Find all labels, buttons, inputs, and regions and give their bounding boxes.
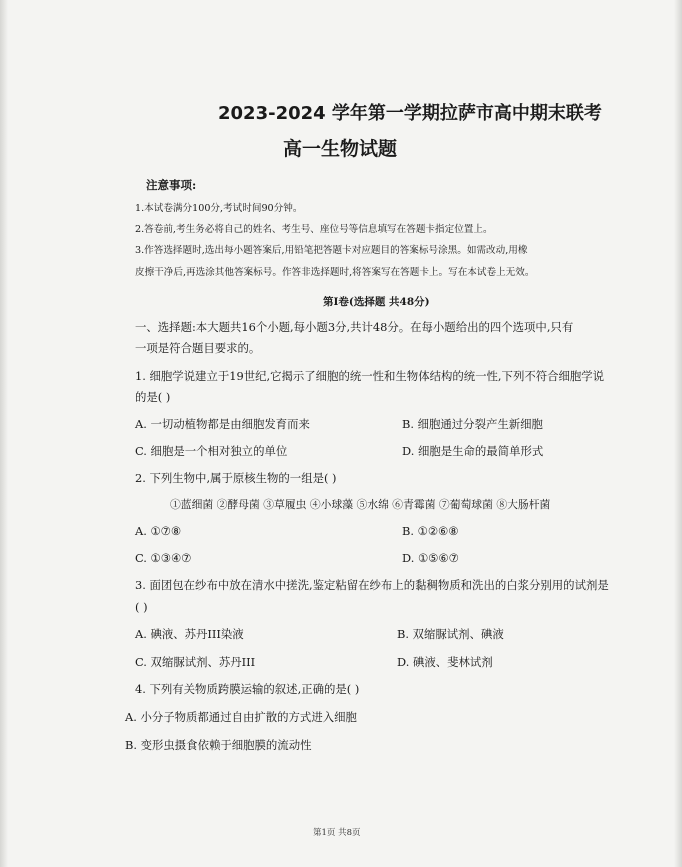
section-intro-line-1: 一、选择题:本大题共16个小题,每小题3分,共计48分。在每小题给出的四个选项中,只有 xyxy=(135,320,574,334)
scan-edge-right xyxy=(674,0,682,867)
q1-option-c: C. 细胞是一个相对独立的单位 xyxy=(135,444,288,458)
exam-subtitle: 高一生物试题 xyxy=(283,138,398,160)
note-item-1: 1.本试卷满分100分,考试时间90分钟。 xyxy=(135,203,303,214)
q3-option-b: B. 双缩脲试剂、碘液 xyxy=(397,627,504,641)
q2-option-d: D. ①⑤⑥⑦ xyxy=(402,551,459,565)
section-intro-line-2: 一项是符合题目要求的。 xyxy=(135,341,261,355)
q3-option-a: A. 碘液、苏丹III染液 xyxy=(135,627,244,641)
q2-option-a: A. ①⑦⑧ xyxy=(135,524,182,538)
q1-option-a: A. 一切动植物都是由细胞发育而来 xyxy=(135,417,310,431)
q2-stem: 2. 下列生物中,属于原核生物的一组是( ) xyxy=(135,471,337,485)
q4-option-a: A. 小分子物质都通过自由扩散的方式进入细胞 xyxy=(125,710,357,724)
q4-stem: 4. 下列有关物质跨膜运输的叙述,正确的是( ) xyxy=(135,682,360,696)
scan-edge-left xyxy=(0,0,8,867)
note-item-4: 皮擦干净后,再选涂其他答案标号。作答非选择题时,将答案写在答题卡上。写在本试卷上无效。 xyxy=(135,267,535,278)
note-item-2: 2.答卷前,考生务必将自己的姓名、考生号、座位号等信息填写在答题卡指定位置上。 xyxy=(135,224,493,235)
note-item-3: 3.作答选择题时,选出每小题答案后,用铅笔把答题卡对应题目的答案标号涂黑。如需改动,用橡 xyxy=(135,245,528,256)
q1-option-d: D. 细胞是生命的最简单形式 xyxy=(402,444,544,458)
page-footer: 第1页 共8页 xyxy=(313,828,361,838)
q2-option-b: B. ①②⑥⑧ xyxy=(402,524,459,538)
exam-title: 2023-2024 学年第一学期拉萨市高中期末联考 xyxy=(218,103,602,124)
q3-stem-line-2: ( ) xyxy=(135,600,148,614)
q3-stem-line-1: 3. 面团包在纱布中放在清水中搓洗,鉴定粘留在纱布上的黏稠物质和洗出的白浆分别用的试剂是 xyxy=(135,578,609,592)
q3-option-c: C. 双缩脲试剂、苏丹III xyxy=(135,655,256,669)
q1-stem-line-2: 的是( ) xyxy=(135,390,171,404)
q1-stem-line-1: 1. 细胞学说建立于19世纪,它揭示了细胞的统一性和生物体结构的统一性,下列不符合细胞学说 xyxy=(135,369,605,383)
notes-heading: 注意事项: xyxy=(146,178,197,192)
q1-option-b: B. 细胞通过分裂产生新细胞 xyxy=(402,417,543,431)
section-heading: 第I卷(选择题 共48分) xyxy=(323,296,430,308)
q2-option-c: C. ①③④⑦ xyxy=(135,551,192,565)
q3-option-d: D. 碘液、斐林试剂 xyxy=(397,655,493,669)
q2-organism-list: ①蓝细菌 ②酵母菌 ③草履虫 ④小球藻 ⑤水绵 ⑥青霉菌 ⑦葡萄球菌 ⑧大肠杆菌 xyxy=(170,498,551,511)
q4-option-b: B. 变形虫摄食依赖于细胞膜的流动性 xyxy=(125,738,312,752)
